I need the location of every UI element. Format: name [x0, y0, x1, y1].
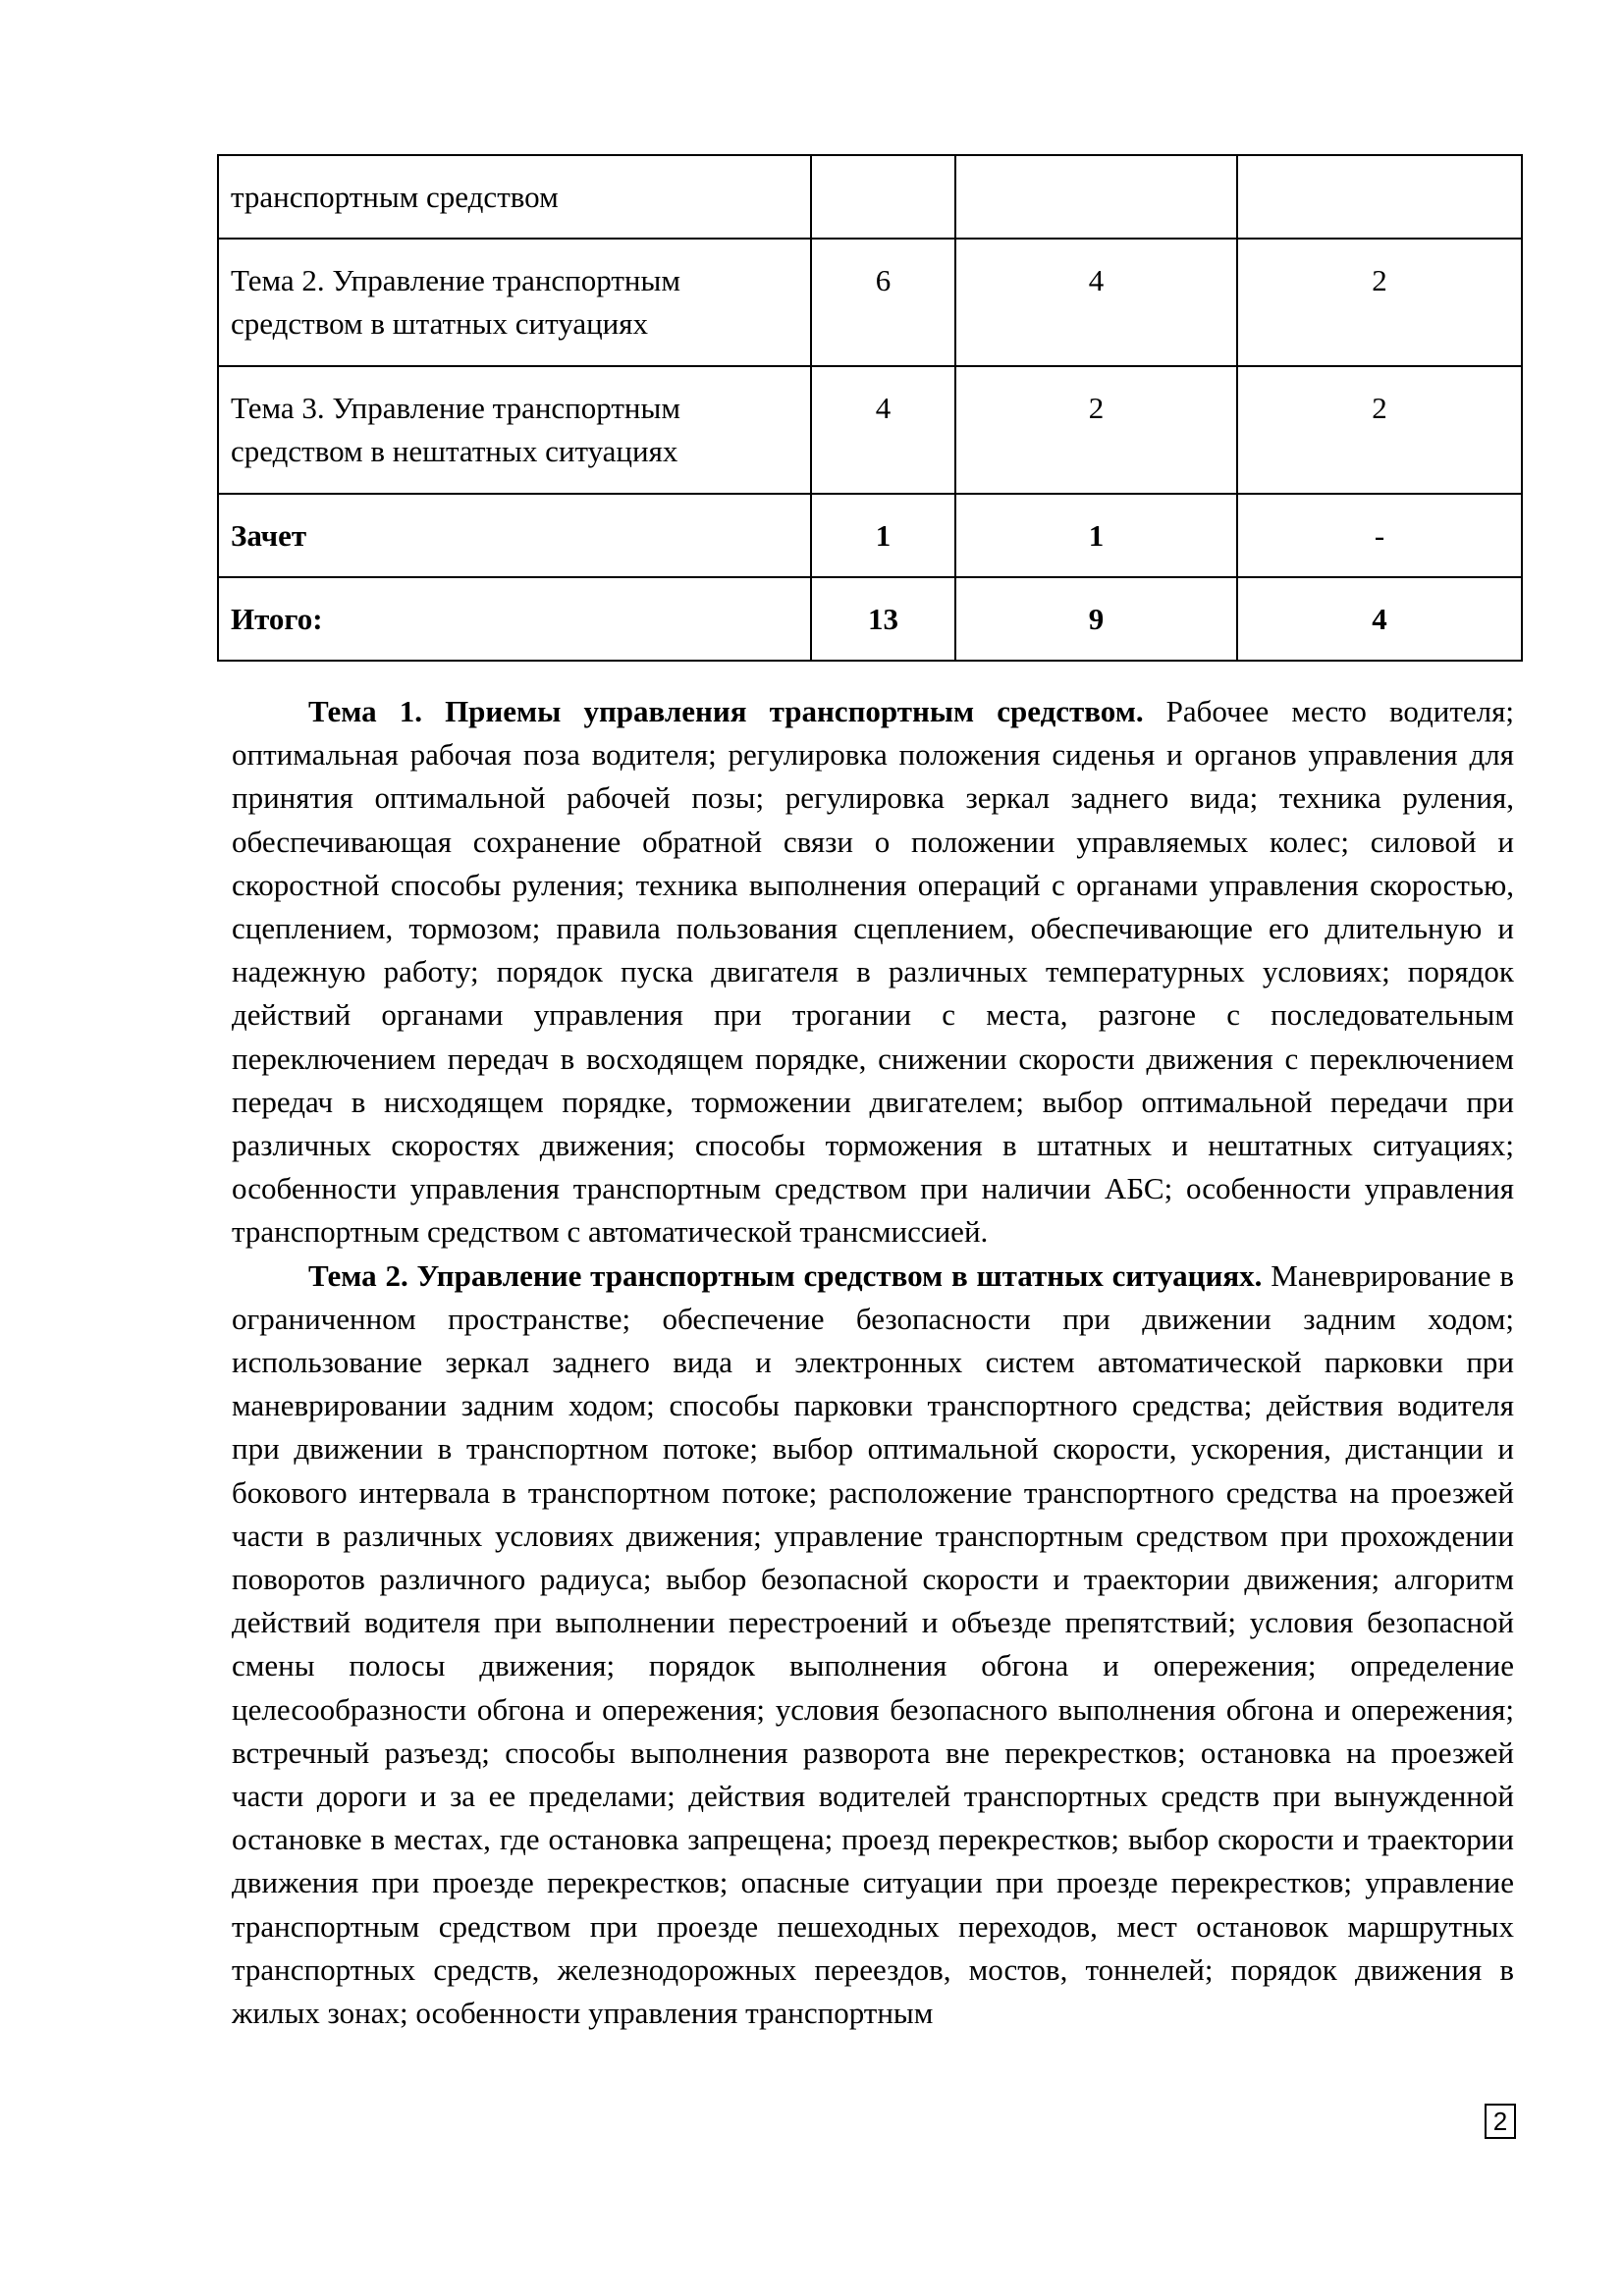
section-paragraph [232, 690, 1514, 1255]
total-hours-cell [811, 155, 955, 239]
table-row [218, 366, 1522, 494]
total-hours-cell: 1 [811, 494, 955, 577]
practice-hours-cell [1237, 155, 1522, 239]
table-row [218, 494, 1522, 577]
section-heading: Тема 1. Приемы управления транспортным средством. [308, 694, 1144, 728]
page-number: 2 [1485, 2104, 1516, 2139]
theory-hours-cell: 1 [955, 494, 1237, 577]
theory-hours-cell: 2 [955, 366, 1237, 494]
theory-hours-cell [955, 155, 1237, 239]
topic-cell: Итого: [218, 577, 811, 661]
theory-hours-cell: 4 [955, 239, 1237, 366]
table-row [218, 577, 1522, 661]
practice-hours-cell: 2 [1237, 239, 1522, 366]
hours-table [217, 154, 1523, 662]
total-hours-cell: 6 [811, 239, 955, 366]
topic-cell: Тема 3. Управление транспортным средством в нештатных ситуациях [218, 366, 811, 494]
topic-cell: Зачет [218, 494, 811, 577]
section-body: Маневрирование в ограниченном пространстве; обеспечение безопасности при движении задним ходом; использование зеркал заднего вида и электронных систем автоматической парковки при маневрировании задним ходом; способы парковки транспортного средства; действия водителя при движении в транспортном потоке; выбор оптимальной скорости, ускорения, дистанции и бокового интервала в транспортном потоке; расположение транспортного средства на проезжей части в различных условиях движения; управление транспортным средством при прохождении поворотов различного радиуса; выбор безопасной скорости и траектории движения; алгоритм действий водителя при выполнении перестроений и объезде препятствий; условия безопасной смены полосы движения; порядок выполнения обгона и опережения; определение целесообразности обгона и опережения; условия безопасного выполнения обгона и опережения; встречный разъезд; способы выполнения разворота вне перекрестков; остановка на проезжей части дороги и за ее пределами; действия водителей транспортных средств при вынужденной остановке в местах, где остановка запрещена; проезд перекрестков; выбор скорости и траектории движения при проезде перекрестков; опасные ситуации при проезде перекрестков; управление транспортным средством при проезде пешеходных переходов, мест остановок маршрутных транспортных средств, железнодорожных переездов, мостов, тоннелей; порядок движения в жилых зонах; особенности управления транспортным [232, 1257, 1514, 2031]
practice-hours-cell: - [1237, 494, 1522, 577]
section-body: Рабочее место водителя; оптимальная рабочая поза водителя; регулировка положения сиденья и органов управления для принятия оптимальной рабочей позы; регулировка зеркал заднего вида; техника руления, обеспечивающая сохранение обратной связи о положении управляемых колес; силовой и скоростной способы руления; техника выполнения операций с органами управления скоростью, сцеплением, тормозом; правила пользования сцеплением, обеспечивающие его длительную и надежную работу; порядок пуска двигателя в различных температурных условиях; порядок действий органами управления при трогании с места, разгоне с последовательным переключением передач в восходящем порядке, снижении скорости движения с переключением передач в нисходящем порядке, торможении двигателем; выбор оптимальной передачи при различных скоростях движения; способы торможения в штатных и нештатных ситуациях; особенности управления транспортным средством при наличии АБС; особенности управления транспортным средством с автоматической трансмиссией. [232, 694, 1514, 1250]
practice-hours-cell: 4 [1237, 577, 1522, 661]
practice-hours-cell: 2 [1237, 366, 1522, 494]
total-hours-cell: 13 [811, 577, 955, 661]
section-paragraph [232, 1255, 1514, 2036]
table-row [218, 239, 1522, 366]
topic-cell: Тема 2. Управление транспортным средством в штатных ситуациях [218, 239, 811, 366]
total-hours-cell: 4 [811, 366, 955, 494]
body-text [232, 690, 1514, 2035]
section-heading: Тема 2. Управление транспортным средством в штатных ситуациях. [308, 1257, 1263, 1293]
table-row [218, 155, 1522, 239]
theory-hours-cell: 9 [955, 577, 1237, 661]
topic-cell: транспортным средством [218, 155, 811, 239]
